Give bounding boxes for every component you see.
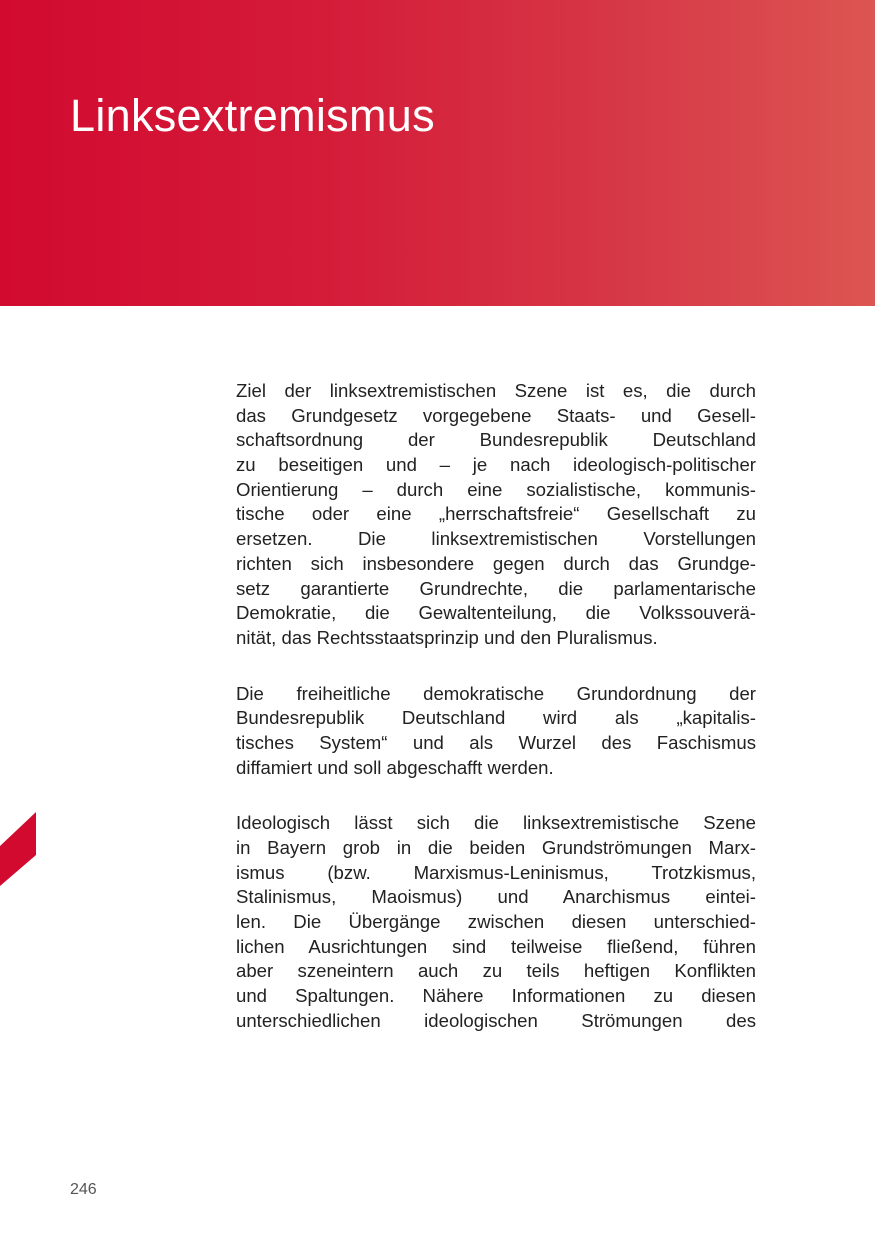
text-line: richten sich insbesondere gegen durch das Grundge-	[236, 552, 756, 574]
paragraph	[236, 811, 756, 1033]
text-line: Demokratie, die Gewaltenteilung, die Volkssouverä-	[236, 602, 756, 624]
text-line: in Bayern grob in die beiden Grundströmungen Marx-	[236, 837, 756, 858]
text-line: unterschiedlichen ideologischen Strömungen des	[236, 1009, 756, 1031]
text-line: zu beseitigen und – je nach ideologisch-politischer	[236, 454, 756, 476]
text-line: ismus (bzw. Marxismus-Leninismus, Trotzkismus,	[236, 861, 756, 883]
page-number: 246	[70, 1181, 97, 1198]
text-line: schaftsordnung der Bundesrepublik Deutschland	[236, 429, 756, 451]
text-line: Stalinismus, Maoismus) und Anarchismus eintei-	[236, 886, 756, 908]
text-line: Bundesrepublik Deutschland wird als „kapitalis-	[236, 707, 756, 729]
text-line: Ideologisch lässt sich die linksextremistische Szene	[236, 812, 756, 834]
text-line: ersetzen. Die linksextremistischen Vorstellungen	[236, 528, 756, 550]
chapter-header-banner	[0, 0, 875, 306]
text-line: len. Die Übergänge zwischen diesen unterschied-	[236, 911, 756, 933]
text-line: und Spaltungen. Nähere Informationen zu diesen	[236, 985, 756, 1007]
chapter-title: Linksextremismus	[70, 90, 435, 141]
text-line: das Grundgesetz vorgegebene Staats- und Gesell-	[236, 404, 756, 426]
text-line: Orientierung – durch eine sozialistische, kommunis-	[236, 478, 756, 500]
decorative-red-shape	[0, 810, 40, 890]
text-line: lichen Ausrichtungen sind teilweise fließend, führen	[236, 935, 756, 957]
text-line: Die freiheitliche demokratische Grundordnung der	[236, 682, 756, 704]
text-line: tisches System“ und als Wurzel des Faschismus	[236, 731, 756, 753]
paragraph	[236, 379, 756, 651]
text-line: diffamiert und soll abgeschafft werden.	[236, 756, 554, 778]
paragraph	[236, 682, 756, 781]
text-line: tische oder eine „herrschaftsfreie“ Gesellschaft zu	[236, 503, 756, 525]
text-line: setz garantierte Grundrechte, die parlamentarische	[236, 577, 756, 599]
text-line: Ziel der linksextremistischen Szene ist es, die durch	[236, 380, 756, 401]
text-line: nität, das Rechtsstaatsprinzip und den Pluralismus.	[236, 626, 658, 648]
text-line: aber szeneintern auch zu teils heftigen Konflikten	[236, 960, 756, 982]
body-text	[236, 379, 756, 1065]
